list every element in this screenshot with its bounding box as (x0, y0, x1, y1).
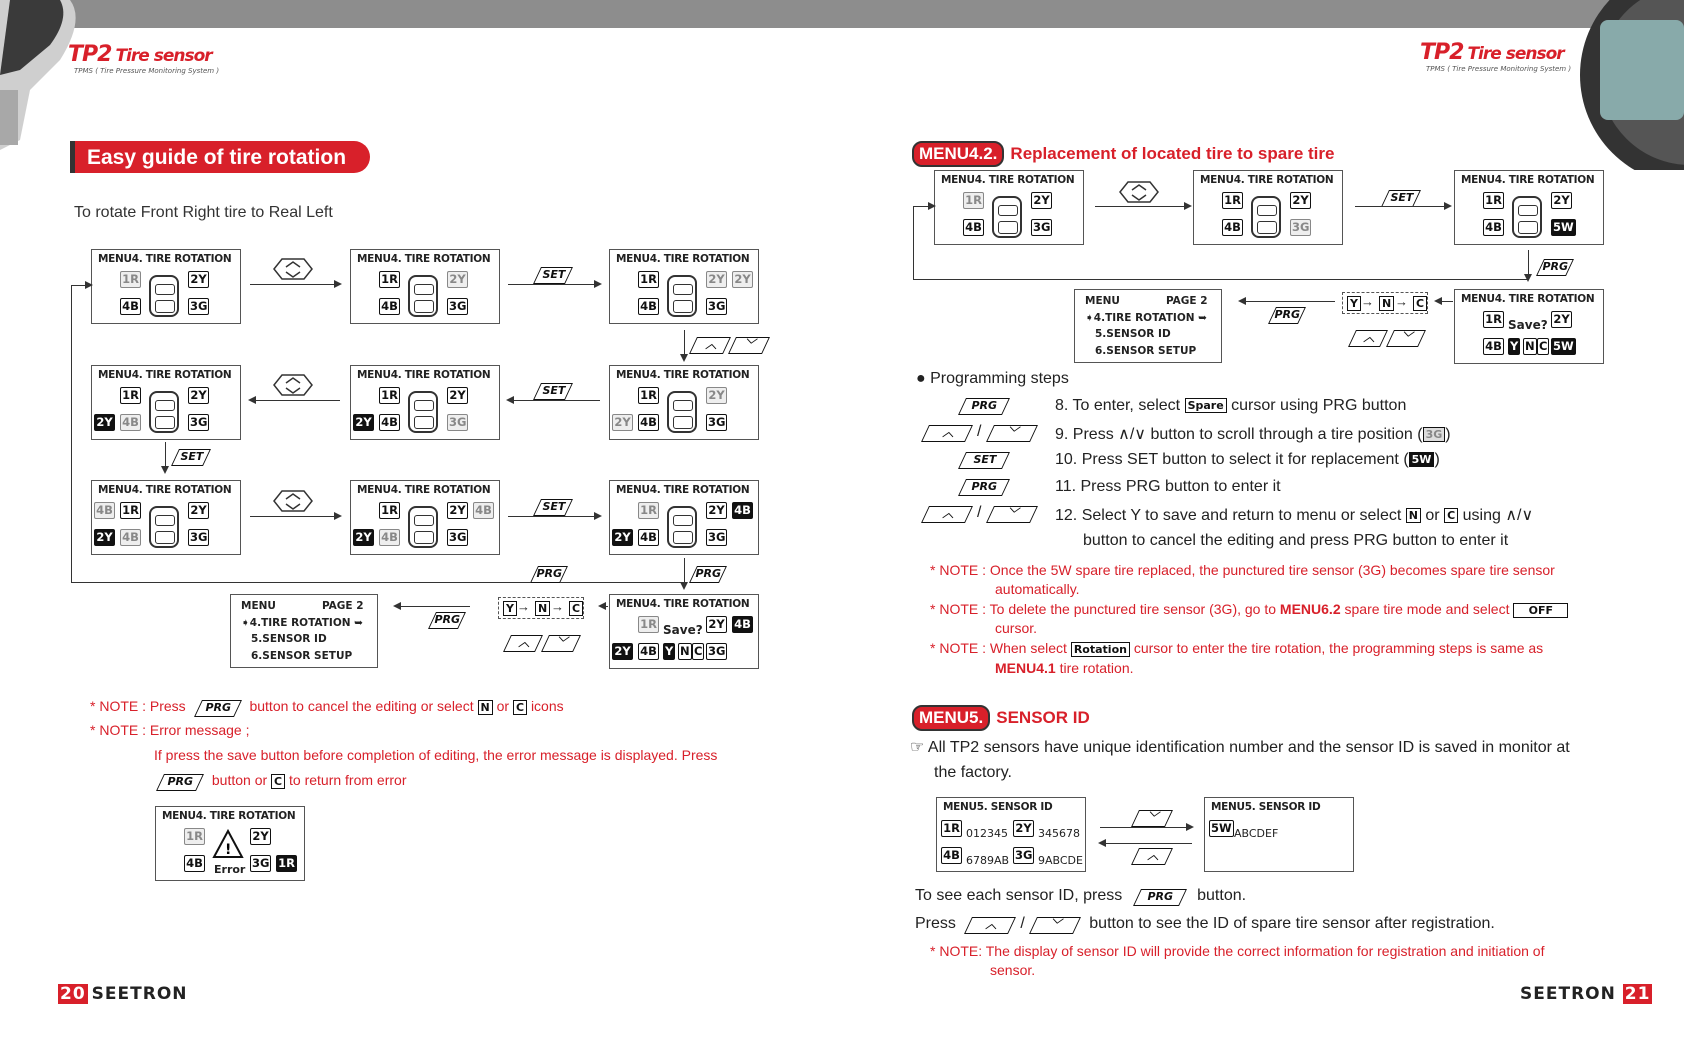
sensor-id-screen-1: MENU5. SENSOR ID 1R 012345 2Y 345678 4B 6789AB 3G 9ABCDE (936, 797, 1086, 872)
loop-line (71, 582, 684, 583)
car-icon (408, 506, 438, 548)
up-button: ︿ (921, 506, 973, 523)
arrow (395, 606, 470, 607)
screen-error: MENU4. TIRE ROTATION 1R 2Y 4B 3G 1R ! Error (155, 806, 305, 881)
arrow (71, 285, 91, 286)
prg-button: PRG (530, 566, 568, 583)
arrow (1100, 827, 1192, 828)
up-button: ︿ (689, 337, 731, 354)
prg-button: PRG (1536, 259, 1574, 276)
screen-r2c3: MENU4. TIRE ROTATION 1R 2Y 2Y 4B 3G (609, 365, 759, 440)
down-button: ﹀ (728, 337, 770, 354)
step-12-line2: button to cancel the editing and press PRG button to enter it (1083, 532, 1509, 549)
arrow (508, 400, 600, 401)
arrow (250, 400, 340, 401)
monitor-image (1540, 0, 1684, 170)
screen-m42-save: MENU4. TIRE ROTATION 1R Save? 2Y 4B Y N C 5W (1454, 289, 1604, 364)
screen-r1c1: MENU4. TIRE ROTATION 1R 2Y 4B 3G (91, 249, 241, 324)
arrow (250, 516, 340, 517)
tire-sensor-image (0, 0, 100, 150)
set-button: SET (1381, 190, 1421, 207)
note-r2b: cursor. (995, 620, 1038, 636)
screen-r1c3: MENU4. TIRE ROTATION 1R 2Y 2Y 4B 3G (609, 249, 759, 324)
menu42-title: MENU4.2. Replacement of located tire to spare tire (912, 141, 1334, 167)
arrow (508, 284, 600, 285)
arrow (913, 206, 934, 207)
sensor-id-screen-2: MENU5. SENSOR ID 5W ABCDEF (1204, 797, 1354, 872)
note-r3: * NOTE : When select Rotation cursor to enter the tire rotation, the programming steps is same as (930, 640, 1544, 656)
car-icon (149, 391, 179, 433)
updown-icon (272, 373, 314, 397)
note-last-b: sensor. (990, 962, 1036, 978)
see-sensor-id: To see each sensor ID, press PRG button. (915, 887, 1247, 904)
set-button: SET (533, 499, 573, 516)
car-icon (992, 196, 1022, 238)
arrow-down (165, 442, 166, 472)
car-icon (408, 275, 438, 317)
note-r1: * NOTE : Once the 5W spare tire replaced, the punctured tire sensor (3G) becomes spare tire sensor (930, 562, 1555, 578)
footer-right: SEETRON 21 (1520, 984, 1651, 1004)
note-2: * NOTE : Error message ; (90, 722, 250, 738)
down-button: ﹀ (1131, 810, 1173, 827)
up-button: ︿ (1348, 330, 1388, 347)
screen-r3c3: MENU4. TIRE ROTATION 1R 2Y 4B 2Y 4B 3G (609, 480, 759, 555)
prog-title: ● Programming steps (916, 370, 1069, 387)
car-icon (149, 506, 179, 548)
loop-line (913, 279, 1528, 280)
note-r3b: MENU4.1 tire rotation. (995, 660, 1134, 676)
step-11: 11. Press PRG button to enter it (1055, 478, 1281, 495)
menu5-text1: ☞ All TP2 sensors have unique identification number and the sensor ID is saved in monitor at (910, 739, 1570, 756)
screen-m42-1: MENU4. TIRE ROTATION 1R 2Y 4B 3G (934, 170, 1084, 245)
set-button: SET (171, 449, 211, 466)
note-r2: * NOTE : To delete the punctured tire sensor (3G), go to MENU6.2 spare tire mode and select OFF (930, 601, 1568, 618)
slash: / (977, 504, 982, 521)
note-1: * NOTE : Press PRG button to cancel the editing or select N or C icons (90, 698, 564, 717)
prg-button: PRG (958, 398, 1010, 415)
down-button: ﹀ (1386, 330, 1426, 347)
prg-button: PRG (428, 612, 466, 629)
updown-icon (1118, 180, 1160, 204)
arrow-down (684, 558, 685, 588)
arrow (1355, 206, 1450, 207)
prg-button: PRG (689, 566, 727, 583)
top-bar (0, 0, 1684, 28)
up-button: ︿ (503, 635, 543, 652)
brand-subtitle-right: TPMS ( Tire Pressure Monitoring System ) (1426, 65, 1572, 73)
down-button-inline: ﹀ (1029, 917, 1081, 934)
prg-button: PRG (1268, 307, 1306, 324)
arrow (250, 284, 340, 285)
set-button: SET (533, 383, 573, 400)
ync-selector: Y → N → C (498, 597, 584, 619)
arrow-down (1528, 250, 1529, 280)
screen-r3c1: MENU4. TIRE ROTATION 4B 1R 2Y 2Y 4B 3G (91, 480, 241, 555)
up-button: ︿ (1131, 848, 1173, 865)
set-button: SET (533, 267, 573, 284)
footer-left: 20 SEETRON (60, 984, 188, 1004)
menu-page2: MENU PAGE 2 ➧4.TIRE ROTATION ➥ 5.SENSOR ID 6.SENSOR SETUP (230, 594, 378, 668)
note-r1b: automatically. (995, 581, 1080, 597)
ync-selector: Y → N → C (1342, 292, 1428, 314)
arrow (600, 606, 608, 607)
car-icon (1512, 196, 1542, 238)
step-10: 10. Press SET button to select it for replacement ( 5W ) (1055, 451, 1440, 468)
updown-icon (272, 257, 314, 281)
loop-line (71, 286, 72, 583)
prg-button-inline: PRG (1133, 889, 1187, 906)
car-icon (667, 506, 697, 548)
up-button: ︿ (921, 425, 973, 442)
brand-logo-right: TP2 Tire sensor (1420, 40, 1564, 65)
menu5-text2: the factory. (934, 764, 1012, 781)
up-button-inline: ︿ (964, 917, 1016, 934)
loop-line (913, 207, 914, 280)
note-4: PRG button or C to return from error (160, 772, 407, 791)
arrow (1436, 301, 1453, 302)
updown-icon (272, 489, 314, 513)
brand-subtitle-left: TPMS ( Tire Pressure Monitoring System ) (74, 67, 220, 75)
car-icon (667, 275, 697, 317)
screen-m42-2: MENU4. TIRE ROTATION 1R 2Y 4B 3G (1193, 170, 1343, 245)
prg-button-inline: PRG (156, 774, 204, 791)
screen-m42-3: MENU4. TIRE ROTATION 1R 2Y 4B 5W (1454, 170, 1604, 245)
car-icon (408, 391, 438, 433)
section-title: Easy guide of tire rotation (70, 141, 370, 173)
menu-page2-right: MENU PAGE 2 ➧4.TIRE ROTATION ➥ 5.SENSOR ID 6.SENSOR SETUP (1074, 289, 1222, 363)
step-12: 12. Select Y to save and return to menu or select N or C using ∧/∨ (1055, 507, 1534, 524)
arrow (1095, 206, 1190, 207)
down-button: ﹀ (541, 635, 581, 652)
step-8: 8. To enter, select Spare cursor using PRG button (1055, 397, 1407, 414)
svg-text:!: ! (225, 842, 232, 858)
brand-logo-left: TP2 Tire sensor (68, 42, 212, 67)
warning-icon (212, 829, 244, 859)
note-3: If press the save button before completion of editing, the error message is displayed. Press (154, 747, 718, 763)
see-spare-id: Press ︿ / ﹀ button to see the ID of spare tire sensor after registration. (915, 915, 1495, 932)
prg-button-inline: PRG (194, 700, 242, 717)
car-icon (1251, 196, 1281, 238)
screen-r3c2: MENU4. TIRE ROTATION 1R 2Y 4B 2Y 4B 3G (350, 480, 500, 555)
arrow (1240, 301, 1335, 302)
menu5-title: MENU5. SENSOR ID (912, 705, 1090, 731)
arrow (1100, 843, 1192, 844)
screen-save: MENU4. TIRE ROTATION 1R Save? 2Y 4B 2Y 4B Y N C 3G (609, 594, 759, 669)
screen-r2c1: MENU4. TIRE ROTATION 1R 2Y 2Y 4B 3G (91, 365, 241, 440)
step-9: 9. Press ∧/∨ button to scroll through a tire position ( 3G ) (1055, 426, 1451, 443)
down-button: ﹀ (986, 425, 1038, 442)
screen-r1c2: MENU4. TIRE ROTATION 1R 2Y 4B 3G (350, 249, 500, 324)
arrow (508, 516, 600, 517)
car-icon (149, 275, 179, 317)
set-button: SET (958, 452, 1010, 469)
arrow-down (684, 330, 685, 360)
note-last: * NOTE: The display of sensor ID will provide the correct information for registration and initiation of (930, 943, 1545, 959)
section-subtitle: To rotate Front Right tire to Real Left (74, 204, 333, 221)
prg-button: PRG (958, 479, 1010, 496)
down-button: ﹀ (986, 506, 1038, 523)
car-icon (667, 391, 697, 433)
screen-r2c2: MENU4. TIRE ROTATION 1R 2Y 2Y 4B 3G (350, 365, 500, 440)
slash: / (977, 423, 982, 440)
